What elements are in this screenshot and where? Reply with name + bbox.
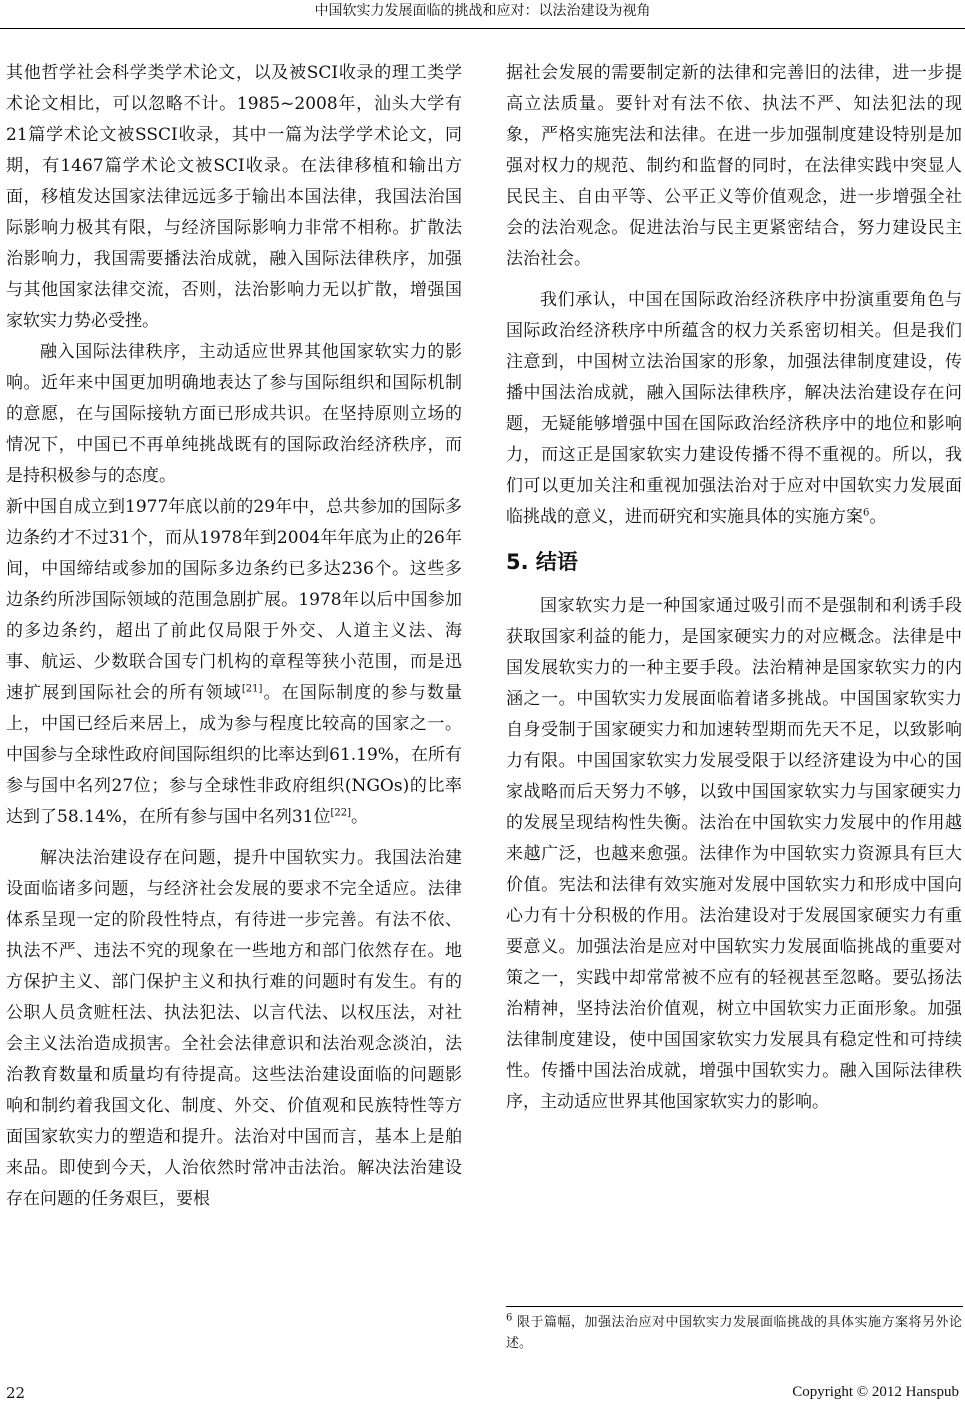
paragraph-text: 。 — [869, 507, 887, 527]
left-column — [6, 58, 462, 1215]
body-paragraph: 据社会发展的需要制定新的法律和完善旧的法律，进一步提高立法质量。要针对有法不依、执法不严、知法犯法的现象，严格实施宪法和法律。在进一步加强制度建设特别是加强对权力的规范、制约和监督的同时，在法律实践中突显人民民主、自由平等、公平正义等价值观念，进一步增强全社会的法治观念。促进法治与民主更紧密结合，努力建设民主法治社会。 — [506, 63, 962, 269]
body-paragraph — [506, 285, 962, 533]
right-column — [506, 58, 962, 1118]
footnote-mark: 6 — [506, 1312, 513, 1324]
paragraph-text: 。在国际制度的参与数量上，中国已经后来居上，成为参与程度比较高的国家之一。中国参与全球性政府间国际组织的比率达到61.19%，在所有参与国中名列27位；参与全球性非政府组织(NGOs)的比率达到了58.14%，在所有参与国中名列31位 — [6, 683, 463, 827]
body-paragraph: 融入国际法律秩序，主动适应世界其他国家软实力的影响。近年来中国更加明确地表达了参与国际组织和国际机制的意愿，在与国际接轨方面已形成共识。在坚持原则立场的情况下，中国已不再单纯挑战既有的国际政治经济秩序，而是持积极参与的态度。 — [6, 342, 462, 486]
copyright-notice: Copyright © 2012 Hanspub — [792, 1384, 959, 1400]
running-header — [0, 0, 965, 29]
page-number: 22 — [6, 1384, 26, 1402]
paragraph-text: 我们承认，中国在国际政治经济秩序中扮演重要角色与国际政治经济秩序中所蕴含的权力关系密切相关。但是我们注意到，中国树立法治国家的形象，加强法律制度建设，传播中国法治成就，融入国际法律秩序，解决法治建设存在问题，无疑能够增强中国在国际政治经济秩序中的地位和影响力，而这正是国家软实力建设传播不得不重视的。所以，我们可以更加关注和重视加强法治对于应对中国软实力发展面临挑战的意义，进而研究和实施具体的实施方案 — [506, 290, 962, 527]
paragraph-text: 新中国自成立到1977年底以前的29年中，总共参加的国际多边条约才不过31个，而从1978年到2004年年底为止的26年间，中国缔结或参加的国际多边条约已多达236个。这些多边条约所涉国际领域的范围急剧扩展。1978年以后中国参加的多边条约，超出了前此仅局限于外交、人道主义法、海事、航运、少数联合国专门机构的章程等狭小范围，而是迅速扩展到国际社会的所有领域 — [6, 497, 462, 703]
body-paragraph: 其他哲学社会科学类学术论文，以及被SCI收录的理工类学术论文相比，可以忽略不计。1985~2008年，汕头大学有21篇学术论文被SSCI收录，其中一篇为法学学术论文，同期，有1467篇学术论文被SCI收录。在法律移植和输出方面，移植发达国家法律远远多于输出本国法律，我国法治国际影响力极其有限，与经济国际影响力非常不相称。扩散法治影响力，我国需要播法治成就，融入国际法律秩序，加强与其他国家法律交流，否则，法治影响力无以扩散，增强国家软实力势必受挫。 — [6, 63, 462, 331]
section-heading: 5. 结语 — [506, 550, 578, 574]
body-paragraph: 国家软实力是一种国家通过吸引而不是强制和利诱手段获取国家利益的能力，是国家硬实力的对应概念。法律是中国发展软实力的一种主要手段。法治精神是国家软实力的内涵之一。中国软实力发展面临着诸多挑战。中国国家软实力自身受制于国家硬实力和加速转型期而先天不足，以致影响力有限。中国国家软实力发展受限于以经济建设为中心的国家战略而后天努力不够，以致中国国家软实力与国家硬实力的发展呈现结构性失衡。法治在中国软实力发展中的作用越来越广泛，也越来愈强。法律作为中国软实力资源具有巨大价值。宪法和法律有效实施对发展中国软实力和形成中国向心力有十分积极的作用。法治建设对于发展国家硬实力有重要意义。加强法治是应对中国软实力发展面临挑战的重要对策之一，实践中却常常被不应有的轻视甚至忽略。要弘扬法治精神，坚持法治价值观，树立中国软实力正面形象。加强法律制度建设，使中国国家软实力发展具有稳定性和可持续性。传播中国法治成就，增强中国软实力。融入国际法律秩序，主动适应世界其他国家软实力的影响。 — [506, 596, 962, 1112]
body-paragraph: 解决法治建设存在问题，提升中国软实力。我国法治建设面临诸多问题，与经济社会发展的要求不完全适应。法律体系呈现一定的阶段性特点，有待进一步完善。有法不依、执法不严、违法不究的现象在一些地方和部门依然存在。地方保护主义、部门保护主义和执行难的问题时有发生。有的公职人员贪赃枉法、执法犯法、以言代法、以权压法，对社会主义法治造成损害。全社会法律意识和法治观念淡泊，法治教育数量和质量均有待提高。这些法治建设面临的问题影响和制约着我国文化、制度、外交、价值观和民族特性等方面国家软实力的塑造和提升。法治对中国而言，基本上是舶来品。即使到今天，人治依然时常冲击法治。解决法治建设存在问题的任务艰巨，要根 — [6, 848, 462, 1209]
citation-ref: [22] — [330, 807, 351, 819]
footnote — [506, 1312, 962, 1354]
footnote-ref: 6 — [863, 507, 870, 519]
body-paragraph — [6, 492, 462, 833]
running-header-title: 中国软实力发展面临的挑战和应对：以法治建设为视角 — [314, 3, 651, 19]
citation-ref: [21] — [241, 683, 263, 695]
footnote-text: 限于篇幅，加强法治应对中国软实力发展面临挑战的具体实施方案将另外论述。 — [506, 1315, 962, 1351]
paragraph-text: 。 — [350, 807, 368, 827]
footnote-divider — [506, 1306, 963, 1307]
